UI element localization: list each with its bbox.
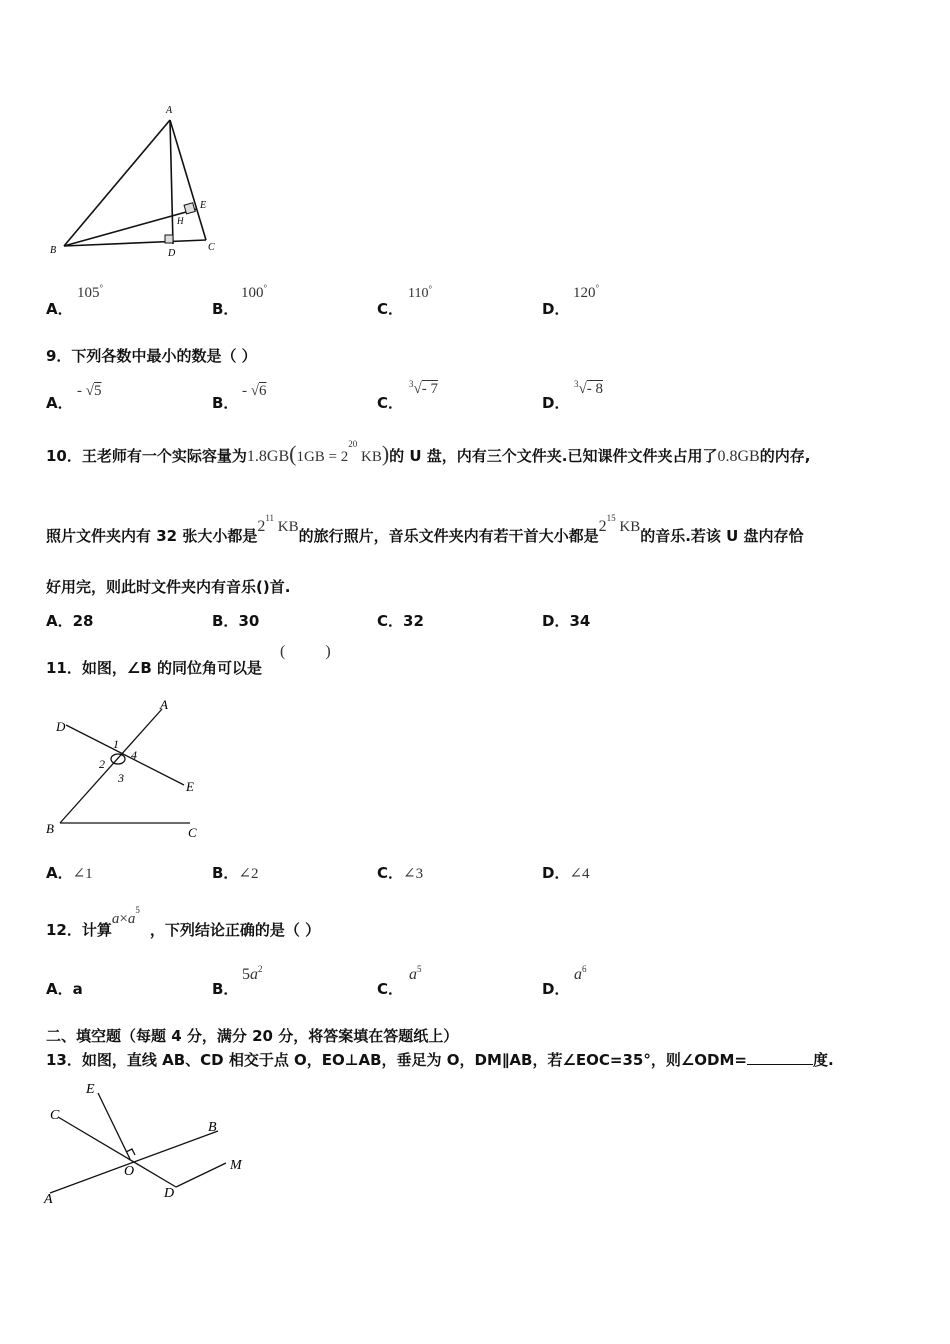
q12-option-c-value bbox=[409, 966, 422, 984]
option-letter: C． bbox=[377, 612, 404, 630]
q12-option-c[interactable] bbox=[377, 978, 403, 999]
q11-label-B: B bbox=[46, 821, 54, 836]
q11-label-D: D bbox=[56, 719, 66, 734]
q13-label-A: A bbox=[44, 1192, 53, 1207]
q13-text-b: 度. bbox=[812, 1051, 834, 1069]
q10-capacity: 1.8GB bbox=[246, 448, 290, 465]
q8-option-a[interactable] bbox=[46, 298, 73, 319]
q10-text-e: 的旅行照片，音乐文件夹内有若干首大小都是 bbox=[298, 527, 599, 545]
option-letter: D． bbox=[542, 394, 570, 412]
option-letter: B． bbox=[212, 612, 239, 630]
q12-expr-exp: 5 bbox=[135, 905, 140, 915]
answer-blank[interactable] bbox=[747, 1050, 813, 1065]
value: 105 bbox=[77, 285, 100, 301]
q10-eq-a: 1GB = 2 bbox=[296, 449, 349, 465]
q9-option-c[interactable] bbox=[377, 392, 403, 413]
value: 100 bbox=[241, 285, 264, 301]
root-index: 3 bbox=[409, 379, 414, 389]
option-value: 28 bbox=[72, 612, 94, 630]
q8-option-d-value bbox=[573, 285, 599, 302]
sign: - bbox=[242, 383, 251, 399]
q11-num-1: 1 bbox=[113, 737, 119, 751]
option-letter: C． bbox=[377, 394, 404, 412]
option-letter: C． bbox=[377, 864, 404, 882]
q8-option-c-value bbox=[408, 286, 432, 302]
q9-option-d-value: $^3$√- 8 bbox=[574, 379, 603, 397]
music-unit: KB bbox=[615, 519, 641, 535]
q8-option-d[interactable] bbox=[542, 298, 569, 319]
option-letter: C． bbox=[377, 980, 404, 998]
q12-expr-b: a bbox=[127, 911, 136, 927]
label-B: B bbox=[50, 245, 57, 256]
label-D: D bbox=[168, 248, 176, 259]
q11-num-4: 4 bbox=[131, 748, 137, 762]
q11-label-C: C bbox=[188, 825, 197, 840]
q10-text-f: 的音乐.若该 U 盘内存恰 bbox=[640, 527, 804, 545]
q8-option-a-value bbox=[77, 285, 103, 302]
label-E: E bbox=[200, 200, 207, 211]
label-A: A bbox=[166, 105, 173, 116]
q13-label-C: C bbox=[50, 1108, 60, 1123]
radicand: - 7 bbox=[421, 381, 438, 397]
exp: 2 bbox=[258, 964, 263, 974]
option-letter: D． bbox=[542, 864, 570, 882]
degree: ° bbox=[428, 284, 433, 294]
q11-stem: 11．如图，∠B 的同位角可以是 bbox=[46, 659, 262, 677]
q13-text-a: 13．如图，直线 AB、CD 相交于点 O，EO⊥AB，垂足为 O，DM∥AB，若∠EOC=35°，则∠ODM= bbox=[46, 1051, 747, 1069]
triangle-figure bbox=[40, 98, 230, 268]
q13-label-O: O bbox=[124, 1164, 135, 1179]
q10-option-b[interactable] bbox=[212, 610, 259, 631]
q9-option-a[interactable] bbox=[46, 392, 73, 413]
paren-right: ) bbox=[381, 441, 390, 466]
degree: ° bbox=[263, 283, 268, 293]
q8-option-c[interactable] bbox=[377, 298, 403, 319]
q12-text-a: 12．计算 bbox=[46, 921, 112, 939]
q10-eq-exp: 20 bbox=[348, 439, 358, 449]
radicand: 5 bbox=[93, 383, 102, 399]
q10-text-b: 的 U 盘，内有三个文件夹.已知课件文件夹占用了 bbox=[389, 447, 718, 465]
q11-label-A: A bbox=[160, 697, 168, 712]
q10-text-a: 10．王老师有一个实际容量为 bbox=[46, 447, 247, 465]
option-letter: B． bbox=[212, 300, 239, 318]
option-value: a bbox=[72, 980, 83, 998]
q12-option-b[interactable] bbox=[212, 978, 238, 999]
q13-label-B: B bbox=[208, 1120, 217, 1135]
root-index: 3 bbox=[574, 379, 579, 389]
option-letter: D． bbox=[542, 300, 570, 318]
q12-option-d[interactable] bbox=[542, 978, 569, 999]
q10-text-d: 照片文件夹内有 32 张大小都是 bbox=[46, 527, 258, 545]
label-C: C bbox=[208, 242, 215, 253]
paren-left: ( bbox=[289, 441, 297, 466]
q11-paren: ( ) bbox=[280, 643, 331, 660]
q11-figure bbox=[40, 695, 220, 843]
value: 110 bbox=[408, 286, 429, 301]
base: a bbox=[409, 966, 417, 983]
degree: ° bbox=[99, 283, 104, 293]
base: a bbox=[574, 966, 582, 983]
value: 120 bbox=[573, 285, 596, 301]
q9-option-b-value: - √6 bbox=[242, 383, 267, 399]
option-letter: C． bbox=[377, 300, 404, 318]
q8-option-b[interactable] bbox=[212, 298, 238, 319]
degree: ° bbox=[595, 283, 600, 293]
q10-text-c: 的内存, bbox=[759, 447, 811, 465]
option-letter: A． bbox=[46, 612, 73, 630]
music-base: 2 bbox=[598, 518, 607, 535]
q10-line1 bbox=[46, 441, 946, 467]
q11-num-3: 3 bbox=[118, 771, 124, 785]
option-letter: A． bbox=[46, 300, 73, 318]
q11-option-c[interactable] bbox=[377, 862, 423, 883]
option-letter: D． bbox=[542, 612, 570, 630]
q9-stem: 9．下列各数中最小的数是（ ） bbox=[46, 347, 257, 365]
q13-figure bbox=[40, 1075, 260, 1210]
q12-stem bbox=[46, 905, 321, 939]
q8-option-b-value bbox=[241, 285, 267, 302]
q11-option-d[interactable] bbox=[542, 862, 590, 883]
sign: - bbox=[77, 383, 86, 399]
q9-option-c-value: $^3$√- 7 bbox=[409, 379, 438, 397]
q12-option-d-value bbox=[574, 966, 587, 984]
radicand: - 8 bbox=[586, 381, 603, 397]
option-value: 34 bbox=[569, 612, 591, 630]
photo-base: 2 bbox=[257, 518, 266, 535]
option-value: ∠2 bbox=[238, 866, 259, 882]
q13-label-M: M bbox=[230, 1158, 242, 1173]
photo-unit: KB bbox=[274, 519, 299, 535]
option-letter: A． bbox=[46, 394, 73, 412]
photo-exp: 11 bbox=[265, 513, 274, 523]
q10-option-a[interactable] bbox=[46, 610, 93, 631]
option-value: ∠1 bbox=[72, 866, 93, 882]
option-value: 32 bbox=[403, 612, 424, 630]
music-exp: 15 bbox=[606, 513, 616, 523]
label-H: H bbox=[177, 216, 184, 226]
q11-option-b[interactable] bbox=[212, 862, 259, 883]
q12-text-b: ，下列结论正确的是（ ） bbox=[149, 921, 321, 939]
q9-option-d[interactable] bbox=[542, 392, 569, 413]
q13-label-E: E bbox=[86, 1082, 95, 1097]
q10-line2 bbox=[46, 513, 946, 545]
option-letter: D． bbox=[542, 980, 570, 998]
exp: 5 bbox=[417, 964, 422, 974]
q11-num-2: 2 bbox=[99, 757, 105, 771]
option-letter: A． bbox=[46, 864, 73, 882]
q11-label-E: E bbox=[186, 779, 194, 794]
q12-option-a[interactable] bbox=[46, 978, 83, 999]
q13-stem bbox=[46, 1049, 834, 1070]
q12-option-b-value bbox=[242, 966, 263, 984]
option-letter: B． bbox=[212, 394, 239, 412]
option-value: ∠3 bbox=[403, 866, 424, 882]
q11-option-a[interactable] bbox=[46, 862, 93, 883]
q10-option-c[interactable] bbox=[377, 610, 424, 631]
option-letter: B． bbox=[212, 864, 239, 882]
option-value: 30 bbox=[238, 612, 260, 630]
base: a bbox=[250, 966, 258, 983]
exp: 6 bbox=[582, 964, 587, 974]
q10-used: 0.8GB bbox=[717, 448, 760, 465]
option-letter: B． bbox=[212, 980, 239, 998]
radicand: 6 bbox=[258, 383, 267, 399]
q10-option-d[interactable] bbox=[542, 610, 590, 631]
q12-expr-a: a bbox=[111, 911, 120, 927]
q10-line3: 好用完，则此时文件夹内有音乐()首. bbox=[46, 578, 291, 596]
q9-option-a-value: - √5 bbox=[77, 383, 102, 399]
q9-option-b[interactable] bbox=[212, 392, 238, 413]
q10-eq-b: KB bbox=[357, 449, 382, 465]
coef: 5 bbox=[242, 966, 250, 983]
section-title: 二、填空题（每题 4 分，满分 20 分，将答案填在答题纸上） bbox=[46, 1027, 459, 1045]
q12-times: × bbox=[119, 911, 128, 927]
option-value: ∠4 bbox=[569, 866, 590, 882]
q13-label-D: D bbox=[164, 1186, 175, 1201]
option-letter: A． bbox=[46, 980, 73, 998]
